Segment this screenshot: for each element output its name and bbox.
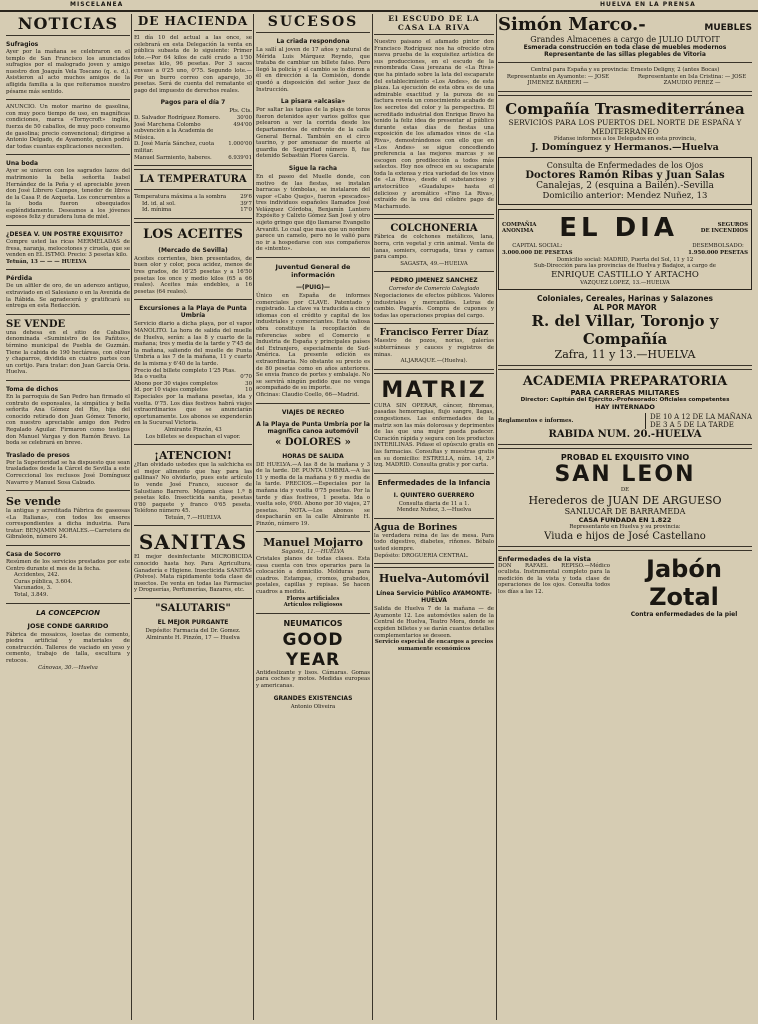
masthead-huelva-automovil: Huelva-Automóvil: [378, 572, 490, 586]
ad-line: Reglamentos e informes.: [498, 418, 574, 425]
ad-name: « DOLORES »: [275, 436, 351, 448]
row-label: Ida o vuelta: [134, 374, 167, 381]
section-subtitle: (Mercado de Sevilla): [158, 246, 228, 254]
divider: [6, 225, 130, 226]
ad-line: Herederos de JUAN DE ARGUESO: [528, 493, 722, 507]
article-text: Compre usted las ricas MERMELADAS de fresa, naranja, melocotones y ciruela, que se venden en EL ISTMO. Precio: 3 pesetas kilo.: [6, 239, 130, 259]
masthead-matriz: MATRIZ: [381, 377, 487, 403]
ad-line: COMPAÑIA: [502, 221, 537, 228]
row-value: 0'70: [240, 374, 252, 381]
row-label: D. Salvador Rodríguez Romero.: [134, 114, 221, 121]
section-title: Pagos para el día 7: [160, 99, 226, 107]
article-text: Por la Superioridad se ha dispuesto que sean trasladados desde la Cárcel de Sevilla a este Correccional los reclusos José Domínguez Navarro y Manuel Sosa Calzado.: [6, 459, 130, 486]
divider: [374, 214, 494, 219]
divider: [134, 218, 252, 223]
ad-line: SANLUCAR DE BARRAMEDA: [564, 506, 686, 516]
row-label: Id. mínima: [142, 207, 172, 214]
ad-line: HAY INTERNADO: [595, 403, 655, 412]
row-label: Abono por 30 viajes completos: [134, 380, 218, 387]
table-row: [134, 381, 252, 388]
ad-name: R. del Villar, Toronjo y Compañía: [531, 312, 719, 349]
ad-line: Representante en Huelva y su provincia:: [569, 523, 681, 530]
divider: [498, 444, 752, 449]
ad-line: Grandes Almacenes a cargo de JULIO DUTOIT: [530, 35, 720, 44]
ad-name: ACADEMIA PREPARATORIA: [522, 374, 728, 390]
ad-bottom: [498, 555, 752, 618]
ad-name: Compañía Trasmediterránea: [505, 99, 745, 118]
article-text: El mejor desinfectante MICROBICIDA conocido hasta hoy. Para Agricultura, Ganadería e Higiene. Insecticida SANITAS (Polvos). Mata rápidamente toda clase de insectos. De venta en todas las Farmacias y Droguerías, Perfumerías, Bazares, etc.: [134, 554, 252, 594]
ad-headline: SE VENDE: [6, 318, 66, 330]
ad-line: Coloniales, Cereales, Harinas y Salazones: [536, 294, 714, 304]
address-line: Mendez Nuñez, 3.—Huelva: [396, 507, 472, 514]
ad-zotal: [616, 555, 752, 618]
ad-line: DESEMBOLSADO:: [692, 243, 744, 250]
divider: [498, 365, 752, 370]
divider: [6, 154, 130, 155]
ad-vista: [498, 555, 610, 596]
ad-line: PROBAD EL EXQUISITO VINO: [560, 453, 690, 463]
section-title: Línea Servicio Público AYAMONTE-HUELVA: [376, 590, 492, 605]
ad-line: SEGUROS: [717, 221, 748, 228]
ad-line: Pídanse informes a los Delegados en esta provincia,: [553, 135, 697, 142]
address-line: Tetuán, 13 — — — HUELVA: [6, 258, 87, 265]
table-row: [134, 122, 252, 142]
divider: [374, 369, 494, 374]
article-text: Especiales por la mañana pesetas, ida y vuelta. 0'75. Los días festivos habrá viajes extraordinarios que se anunciarán oportunamente. Los abonos se expenderán en la Sucursal Victoria.: [134, 393, 252, 427]
ad-title: Consulta de Enfermedades de los Ojos: [546, 161, 704, 171]
article-text: Negociaciones de efectos públicos. Valores industriales y mercantiles. Letras de cambio. Pagarés. Compra de cupones y todas las operaciones propias del cargo.: [374, 293, 494, 319]
ad-name: I. QUINTERO GUERRERO: [393, 491, 475, 499]
masthead-salutaris: "SALUTARIS": [155, 603, 231, 615]
address-line: Tetuán, 7.—HUELVA: [164, 514, 222, 521]
article-text: Fábrica de mosaicos, losetas de cemento, piedra artificial y materiales de construcción. Talleres de vaciado en yeso y cemento, trabajo de talla, escultura y retocos.: [6, 631, 130, 664]
divider: [256, 613, 370, 614]
ad-name: Simón Marco.-: [498, 14, 646, 35]
masthead-aceites: LOS ACEITES: [143, 226, 243, 242]
ad-el-dia-left: [502, 222, 536, 235]
ad-title: LA CONCEPCION: [36, 608, 100, 617]
ad-line: 1.950.000 PESETAS: [688, 249, 748, 256]
divider: [6, 603, 130, 604]
divider: [6, 99, 130, 100]
article-text: ¿Han olvidado ustedes que la salchicha es el mejor alimento que hay para las gallinas? No olvidarlo, pues este artículo lo vende José Franco, sucesor de Salustiano Barrero. Mojama clase 1.ª 8 pesetas kilo. Insecticida sanita, pesetas 0'80 paquete y franco 0'65 peseta. Teléfono número 45.: [134, 462, 252, 515]
ad-capital-right: [688, 243, 748, 256]
ad-line: DE 10 A 12 DE LA MAÑANA: [650, 413, 752, 422]
address-line: Sagasta, 11.—HUELVA: [281, 549, 345, 556]
column-unit: Pts. Cts.: [229, 108, 252, 115]
column-noticias: [6, 14, 130, 1020]
ad-line: DE 3 A 5 DE LA TARDE: [650, 421, 734, 430]
address-line: Antonio Oliveira: [290, 703, 336, 710]
ad-line: DE: [620, 487, 630, 494]
ad-line: CAPITAL SOCIAL:: [512, 243, 563, 250]
row-label: Precio del billete completo 1'25 Ptas.: [134, 367, 236, 374]
row-label: Temperatura máxima a la sombra: [134, 194, 227, 201]
row-label: Id. por 10 viajes completos: [134, 387, 208, 394]
divider: [6, 490, 130, 491]
masthead-sanitas: SANITAS: [138, 530, 248, 555]
ad-line: Esmerada construcción en toda clase de muebles modernos: [523, 44, 727, 51]
divider: [134, 189, 252, 190]
column-sucesos: [256, 14, 370, 1020]
ad-capital-left: [502, 243, 573, 256]
ad-rep: Representante en Ayamonte: — JOSE JIMENEZ BARBERI —: [506, 73, 610, 87]
section-title: La pisara «alcasia»: [280, 98, 346, 106]
divider: [498, 91, 752, 96]
article-text: De un alfiler de oro, de un aderezo antiguo, extraviado en el Salesiano o en la Avenida de la Rábida. Se agradecerá y gratificará su entrega en esta Redacción.: [6, 283, 130, 310]
section-title: Juventud General de información: [275, 263, 351, 280]
section-title: Una boda: [6, 160, 39, 168]
divider: [374, 473, 494, 474]
header-right-label: HUELVA EN LA PRENSA: [600, 1, 696, 8]
ad-line: Central para España y su provincia: Ernesto Deligny, 2 (antes Bocas): [530, 67, 720, 73]
ad-capital: [502, 243, 748, 256]
row-value: 494'00: [233, 121, 252, 128]
section-title: Excursiones a la Playa de Punta Umbría: [139, 305, 247, 320]
table-row: [134, 387, 252, 394]
ad-line: Sub-Dirección para las provincias de Huelva y Badajoz, a cargo de: [534, 263, 716, 270]
ad-subtitle: Corredor de Comercio Colegiado: [388, 286, 480, 293]
section-title: Sigue la racha: [288, 164, 338, 172]
masthead-hacienda: DE HACIENDA: [134, 14, 252, 31]
ad-line: PARA CARRERAS MILITARES: [570, 389, 680, 398]
column-divider: [253, 14, 254, 1020]
ad-line: Domicilio anterior: Mendez Nuñez, 13: [542, 191, 708, 202]
ad-name: SAN LEON: [554, 462, 696, 488]
row-value: 1.000'00: [228, 141, 252, 148]
masthead-mojarro: Manuel Mojarro: [263, 536, 363, 550]
list-item: Accidentes, 242.: [14, 572, 60, 579]
ad-reps: [498, 74, 752, 87]
table-row: [134, 194, 252, 201]
article-text: Único en España de informes comerciales por CLAVE. Patentado y registrado. La clave va traducida a cinco idiomas con el crédito y capital de los industriales y comerciantes. Esta valiosa obra constituye la recopilación de referencias sobre el Comercio e Industria de España y principales países del Extranjero, especialmente de Sud-América. La presente edición es extraordinaria. No obstante su precio es de 80 pesetas como en años anteriores. Se envía franco de portes y embalaje. No se servirá ningún pedido que no venga acompañado de su importe.: [256, 293, 370, 392]
section-title: Sufragios: [6, 41, 39, 48]
row-value: 30'00: [236, 114, 252, 121]
divider: [134, 598, 252, 599]
divider: [498, 546, 752, 551]
row-label: D. José María Sánchez, cuota militar.: [134, 141, 215, 154]
ad-headline: Se vende: [6, 495, 61, 509]
address-line: ALJARAQUE.—(Huelva).: [400, 358, 468, 365]
divider: [6, 545, 130, 546]
article-text: DE HUELVA.—A las 8 de la mañana y 3 de la tarde. DE PUNTA UMBRIA.—A las 11 y media de la mañana y 6 y media de la tarde. PRECIOS.—Especiales por la mañana ida y vuelta 0'75 pesetas. Por la tarde y días festivos, 1 peseta. Ida o vuelta solo, 0'60. Abono por 30 viajes, 27 pesetas. NOTA.—Los abonos se despacharán en la calle Almirante H. Pinzón, número 19.: [256, 461, 370, 527]
ad-rep: Representante en Isla Cristina: — JOSE ZAMUDIO PEREZ —: [637, 73, 747, 87]
table-row: [134, 141, 252, 154]
divider: [134, 299, 252, 300]
masthead-escudo: El ESCUDO DE LA CASA LA RIVA: [374, 14, 494, 35]
ad-el-dia: [498, 209, 752, 290]
ad-name: PEDRO JIMENEZ SANCHEZ: [390, 277, 478, 285]
table-row: [134, 374, 252, 381]
address-line: Almirante Pinzón, 43: [164, 426, 222, 433]
article-text: DON RAFAEL REPISO.—Médico oculista. Instrumental completo para la medición de la vista y toda clase de operaciones de los ojos. Consulta todos los días a las 12.: [498, 562, 610, 595]
row-label: Manuel Sarmiento, haberes.: [134, 154, 212, 161]
ad-line: Viuda e hijos de José Castellano: [544, 530, 706, 542]
address-line: Almirante H. Pinzón, 17 — Huelva: [146, 634, 240, 641]
ad-line: Director: Capitán del Ejército.-Profesorado: Oficiales competentes: [520, 397, 730, 404]
divider: [374, 563, 494, 568]
divider: [6, 380, 130, 381]
section-title: Enfermedades de la Infancia: [377, 478, 491, 487]
table-row: [134, 155, 252, 162]
article-text: Servicio diario a dicha playa, por el vapor MANOLITO. La hora de salida del muelle de Huelva, serán: a las 8 y cuarto de la mañana; tres y media de la tarde y 7'45 de la mañana, saliendo del muelle de Punta Umbría a las 7 de la mañana, 11 y cuarto de la misma y 6'40 de la tarde.: [134, 321, 252, 367]
table-row: [134, 368, 252, 375]
ad-line: J. Domínguez y Hermanos.—Huelva: [531, 142, 719, 154]
row-label: José Marchena Colombo subvención a la Academia de Música.: [134, 121, 214, 141]
ad-line: Zafra, 11 y 13.—HUELVA: [554, 348, 696, 362]
section-subtitle: —(PUIG)—: [296, 284, 330, 292]
ad-subtitle: Servicio especial de encargos a precios sumamente económicos: [374, 639, 494, 652]
column-divider: [131, 14, 132, 1020]
divider: [374, 271, 494, 272]
article-text: CURA SIN OPERAR, cáncer, fibromas, pasadas hemorragias, flujo sangre, llagas, congestiones. Las enfermedades de la matriz son las más dolorosas y deprimentes de las que una mujer pueda padecer. Curación rápida y segura con los productos INTERILINAS. Pídase el opúsculo gratis en las farmacias. Consultas y muestras gratis en su domicilio: ESTRELLA, núm. 14, 2.º izq. MADRID. Consulta gratis y por carta.: [374, 402, 494, 469]
list-item: Total, 3.849.: [14, 592, 49, 599]
article-text: Aceites corrientes, bien presentados, de buen olor y color, poca acidez, menos de tres grados, de 16'25 pesetas y a 16'50 pesetas los once y medio kilos (65 a 66 reales). Aceites más endebles, a 16 pesetas (64 reales).: [134, 255, 252, 295]
article-text: Por saltar las tapias de la playa de toros fueron detenidos ayer varios golfos que pelearon a ver la corrida desde los departamentos de enfrente de la calle General Bernal. También en el circo taurino, y por amenazar de muerte al guardia de Seguridad número 8, fue detenido Sebastián Flores García.: [256, 107, 370, 160]
article-text: Depósito: Farmacia del Dr. Gomez.: [145, 628, 241, 635]
ad-line: DE INCENDIOS: [700, 228, 748, 235]
divider: [134, 444, 252, 445]
list-item: Flores artificiales: [286, 595, 340, 602]
divider: [374, 323, 494, 324]
ad-line: Domicilio social: MADRID, Puerta del Sol, 11 y 12: [556, 256, 694, 263]
row-value: 30: [245, 380, 252, 387]
ad-line: AL POR MAYOR: [593, 303, 657, 313]
ad-name: Doctores Ramón Ribas y Juan Salas: [525, 170, 725, 182]
section-title: La criada respondona: [276, 38, 350, 45]
article-note: Los billetes se despachan el vapor.: [145, 433, 241, 440]
address-line: SAGASTA, 49.—HUELVA: [400, 260, 468, 267]
ad-name: Jabón Zotal: [646, 554, 722, 611]
ad-line: VAZQUEZ LOPEZ, 13.—HUELVA: [580, 279, 670, 286]
table-row: [134, 115, 252, 122]
section-title: NEUMATICOS: [283, 618, 343, 628]
article-text: En la parroquia de San Pedro han firmado el contrato de esponsales, la simpática y bella señorita Ana Gómez del Río, hija del conocido retirado don Juan Gómez Tenorio, con nuestro apreciable amigo don Pedro Regalado Aguilar. Firmaron como testigos don Manuel Vargas y don Ramón Bravo. La boda se celebrará en breve.: [6, 393, 130, 447]
header-left-label: MISCELANEA: [70, 1, 124, 8]
section-subtitle: GRANDES EXISTENCIAS: [273, 694, 353, 702]
masthead-colchoneria: COLCHONERIA: [390, 223, 478, 235]
divider: [256, 531, 370, 532]
ad-name: Francisco Ferrer Díaz: [379, 328, 489, 339]
masthead-sucesos: SUCESOS: [256, 14, 370, 33]
section-subtitle: EL MEJOR PURGANTE: [157, 619, 229, 627]
ad-name: EL DIA: [559, 213, 678, 244]
masthead-noticias: NOTICIAS: [6, 14, 130, 36]
article-text: Resúmen de los servicios prestados por este Centro durante el mes de la fecha.: [6, 559, 130, 572]
list-item: Vacunados, 3.: [14, 585, 52, 592]
ad-line: CASA FUNDADA EN 1.822: [578, 515, 672, 524]
ad-tag: MUEBLES: [704, 23, 752, 33]
page-header-strip: [0, 0, 758, 12]
article-text: Maestro de pozos, norias, galerías subterráneas y cauces y registros de minas.: [374, 338, 494, 358]
ad-horarios: [498, 413, 752, 429]
ad-title: Enfermedades de la vista: [498, 554, 591, 563]
ad-horarios-list: [645, 413, 752, 429]
divider: [256, 403, 370, 404]
row-value: 10: [245, 387, 252, 394]
divider: [134, 165, 252, 170]
divider: [256, 257, 370, 258]
ad-line: ANONIMA: [502, 228, 534, 235]
ad-line: Representante de las sillas plegables de Vitoria: [544, 51, 706, 58]
table-row: [134, 207, 252, 214]
article-text: una dehesa en el sitio de Caballos denominada «Suministro de los Pañitos», término municipal de Puebla de Guzmán. Tiene la cabida de 190 hectáreas, con olivar y chaparros, dividida en cuatro partes con un cortijo. Para tratar: don Juan García Oria. Huelva.: [6, 329, 130, 376]
article-text: En el paseo del Muelle donde, con motivo de las fiestas, se instalan barracas y tómbolas, se instalaron del vapor «Cabo Quejo», fueron «pescados» tres individuos españoles llamados José Velázquez Córdoba, Benjamín Lantero Expósito y Calixto Gómez San José y otro sujeto gringo que dijo llamarse Evangelio Arvaniti. Lo cual que mas que un nombre parece un camelo, pero no le valió para no ir a hospedarse con sus compañeros de «intento».: [256, 173, 370, 253]
ad-line: ENRIQUE CASTILLO Y ARTACHO: [551, 269, 699, 280]
article-text: Fábrica de colchones metálicos, lana, borra, crin vegetal y crin animal. Venta de lanas, somiers, corrugada, tiras y camas para campo.: [374, 234, 494, 261]
article-text: la antigua y acreditada Fábrica de gaseosas «La Italiana», con todos los enseres correspondientes a dicha industria. Para tratar: BENJAMIN MORALES.—Carretera de Gibraleón, número 24.: [6, 508, 130, 541]
section-title: Traslado de presos: [6, 451, 70, 459]
article-text: La sallí al joven de 17 años y natural de Mérida Luis Márquez Reyndo, que trataba de cambiar un billete falso. Pero llegó la policía y el cambio se lo dieron a él en dirección a la Comisión, donde quedó a disposición del señor Juez de Instrucción.: [256, 47, 370, 93]
ad-line: RABIDA NUM. 20.-HUELVA: [548, 429, 702, 441]
section-title: HORAS DE SALIDA: [282, 452, 344, 460]
masthead-temperatura: LA TEMPERATURA: [139, 174, 247, 186]
article-text: Ayer por la mañana se celebraron en el templo de San Francisco los anunciados sufragios por el malogrado joven y amigo nuestro don Joaquín Vela Toscano (q. e. d.). Asistieron al acto muchos amigos de la afligida familia a la que reiteramos nuestro pésame más sentido.: [6, 49, 130, 95]
address-line: Depósito: DROGUERIA CENTRAL.: [374, 552, 469, 559]
article-text: la verdadera reina de las de mesa. Para todo digestivo, diabetes, riñones. Bébalo usted siempre.: [374, 532, 494, 553]
masthead-atencion: ¡ATENCION!: [154, 449, 232, 463]
column-divider: [496, 14, 497, 1020]
ad-consulta-ojos: [498, 157, 752, 205]
article-text: Consulta diaria de 11 a 1.: [398, 500, 470, 507]
ad-line: Canalejas, 2 (esquina a Bailén).-Sevilla: [536, 181, 714, 192]
article-text: Salida de Huelva 7 de la mañana — de Ayamonte 12. Los automóviles salen de la Central de Huelva, Teatro Mora, donde se expiden billetes y se darán cuantos detalles complementarios se deseen.: [374, 606, 494, 639]
article-text: ANUNCIO. Un motor marino de gasolina, con muy poco tiempo de uso, en magníficas condiciones, marca «Tornycroft» inglés, fuerza de 50 caballos, de muy poco consumo de gasolina; precio convencional; dirigirse a Antonio Delgado, de Ayamonte, quien podrá dar todas cuantas explicaciones necesiten.: [6, 104, 130, 150]
ad-simon-marco: [498, 14, 752, 35]
ad-line: 3.000.000 DE PESETAS: [502, 249, 573, 256]
section-subtitle: A la Playa de Punta Umbría por la magnífica canoa automóvil: [256, 420, 370, 435]
row-label: Id. id. al sol.: [142, 200, 176, 207]
ad-el-dia-header: [502, 213, 748, 243]
section-title: Toma de dichos: [6, 385, 59, 393]
divider: [6, 314, 130, 315]
article-text: Antideslizante y lisos. Cámaras. Gomas para coches y motos. Medidas europeas y americanas.: [256, 669, 370, 689]
list-item: Artículos religiosos: [283, 602, 343, 609]
brand-goodyear: GOOD YEAR: [282, 629, 344, 670]
address-line: Cánovas, 30.—Huelva: [38, 664, 98, 671]
ad-headline: Agua de Borines: [374, 522, 458, 533]
ad-line: Contra enfermedades de la piel: [630, 610, 738, 618]
divider: [6, 269, 130, 270]
column-advertisements: [498, 14, 752, 1020]
divider: [374, 518, 494, 519]
section-title: VIAJES DE RECREO: [281, 408, 345, 416]
article-text: Ayer se unieron con los sagrados lazos del matrimonio la bella señorita Isabel Hernández de la Peña y el apreciable joven don José Librero Campos, tenedor de libros de la Casa P. de Azqueta. Los concurrentes a la boda fueron obsequiados espléndidamente. Deseamos a los jóvenes esposos feliz y duradera luna de miel.: [6, 168, 130, 221]
column-divider: [372, 14, 373, 1020]
column-escudo: [374, 14, 494, 1020]
divider: [498, 62, 752, 63]
ad-el-dia-right: [701, 222, 748, 235]
ad-name: JOSE CONDE GARRIDO: [27, 621, 109, 630]
row-value: 17'0: [240, 207, 252, 214]
row-value: 6.939'01: [228, 154, 252, 161]
divider: [134, 525, 252, 526]
ad-line: SERVICIOS PARA LOS PUERTOS DEL NORTE DE ESPAÑA Y MEDITERRANEO: [508, 117, 742, 136]
article-text: El día 10 del actual a las once, se celebrará en esta Delegación la venta en pública subasta de lo siguiente: Primer lote.—Por 64 kilos de café crudo a 1'50 pesetas kilo, 96 pesetas. Por 3 sacos envase a 0'25 uno, 0'75. Segundo lote.—Por un burro correo con aparejo, 30 pesetas. Será de cuenta del rematante el pago del impuesto de derechos reales.: [134, 35, 252, 94]
section-title: Casa de Socorro: [6, 551, 61, 559]
row-value: 39'7: [240, 200, 252, 207]
column-hacienda: [134, 14, 252, 1020]
article-text: Cristales planos de todas clases. Esta casa cuenta con tres operarios para la colocación a domicilio. Molduras para cuadros. Estampas, cromos, grabados, postales, capillas y repisas. Se hacen cuadros a medida.: [256, 556, 370, 596]
article-text: Nuestro paisano el afamado pintor don Francisco Rodríguez nos ha ofrecido otra nueva prueba de la exquisitez artística de sus producciones, en el escudo de la renombrada Casa jerezana de «La Riva» que ha pintado sobre la lata del escaparate del establecimiento «Los Andes», de esta plaza. La ejecución de esta obra es de una admirable exactitud y la pureza de su factura revela un conocimiento acabado de los secretos del color y la perspectiva. El acreditado industrial don Enrique Bravo ha tenido la feliz idea de presentar al público durante estas días de fiestas una exposición de los afamados vinos de «La Riva», demostrándonos con ello que en «Los Andes» se sigue concediendo preferencia a las mejores marcas y se escogen con predilección a todos más selectos. Hoy nos ofrece en su escaparate toda la extensa y rica variedad de los vinos de «La Riva», desde el substancioso y aristocrático «Guadalupe» hasta el delicioso y aromático «Fino La Riva», extraído de la uva del célebre pago de Macharnudo.: [374, 39, 494, 210]
address-line: Oficinas: Claudio Coello, 66—Madrid.: [256, 391, 359, 398]
section-title: ¿DESEA V. UN POSTRE EXQUISITO?: [6, 231, 123, 239]
list-item: Curas pública, 3.604.: [14, 578, 73, 585]
section-title: Pérdida: [6, 275, 33, 283]
row-value: 29'6: [240, 194, 252, 201]
